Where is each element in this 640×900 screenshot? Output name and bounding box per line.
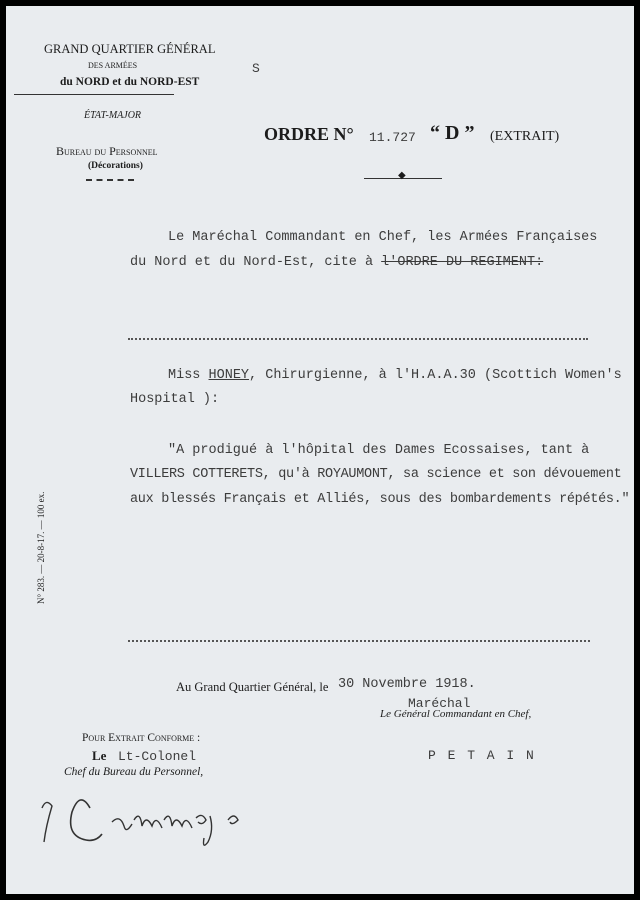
header-line-2: DES ARMÉES	[88, 61, 138, 70]
intro-line-1: Le Maréchal Commandant en Chef, les Armées Françaises	[168, 230, 598, 245]
title-ornament-diamond: ◆	[398, 170, 406, 181]
lt-colonel: Lt-Colonel	[118, 749, 197, 764]
header-rule	[14, 94, 174, 95]
decorations-label: (Décorations)	[88, 161, 143, 171]
chef-bureau-label: Chef du Bureau du Personnel,	[64, 766, 204, 778]
decorations-underline	[86, 176, 134, 181]
ordre-letter: “ D ”	[430, 122, 475, 144]
ordre-number: 11.727	[369, 130, 416, 145]
citation-line-1: "A prodigué à l'hôpital des Dames Ecossaises, tant à	[168, 443, 590, 458]
name-line-2: Hospital ):	[130, 392, 220, 407]
commandant-label: Le Général Commandant en Chef,	[380, 708, 532, 720]
margin-mark: S	[252, 61, 260, 76]
separator-dots-1	[128, 338, 588, 340]
signatory-petain: P E T A I N	[428, 748, 536, 763]
citation-line-2: VILLERS COTTERETS, qu'à ROYAUMONT, sa science et son dévouement	[130, 467, 622, 482]
order-date: 30 Novembre 1918.	[338, 677, 476, 692]
handwritten-signature	[32, 778, 252, 858]
name-prefix: Miss	[168, 368, 209, 383]
etat-major: ÉTAT-MAJOR	[84, 110, 142, 121]
intro-line-2	[130, 255, 543, 270]
place-label: Au Grand Quartier Général, le	[176, 680, 329, 694]
ordre-du-regiment: l'ORDRE DU REGIMENT:	[381, 255, 544, 270]
name-line-1	[168, 368, 622, 383]
pour-extrait-conforme: Pour Extrait Conforme :	[82, 732, 201, 744]
header-line-3: du NORD et du NORD-EST	[60, 76, 200, 88]
separator-dots-2	[128, 640, 590, 642]
ordre-label: ORDRE N°	[264, 124, 354, 144]
honoree-name: HONEY	[208, 368, 250, 383]
intro-line-2-text: du Nord et du Nord-Est, cite à	[130, 255, 382, 270]
extrait-label: (EXTRAIT)	[490, 129, 560, 144]
document-page	[6, 6, 634, 894]
marechal-typed: Maréchal	[408, 696, 471, 711]
citation-line-3: aux blessés Français et Alliés, sous des bombardements répétés."	[130, 492, 630, 507]
printer-note: N° 283. — 20-8-17. — 100 ex.	[36, 491, 46, 604]
bureau-du-personnel: Bureau du Personnel	[56, 144, 158, 158]
name-rest: , Chirurgienne, à l'H.A.A.30 (Scottich Women's	[249, 368, 622, 383]
le-label: Le	[92, 748, 107, 763]
header-line-1: GRAND QUARTIER GÉNÉRAL	[44, 42, 216, 56]
